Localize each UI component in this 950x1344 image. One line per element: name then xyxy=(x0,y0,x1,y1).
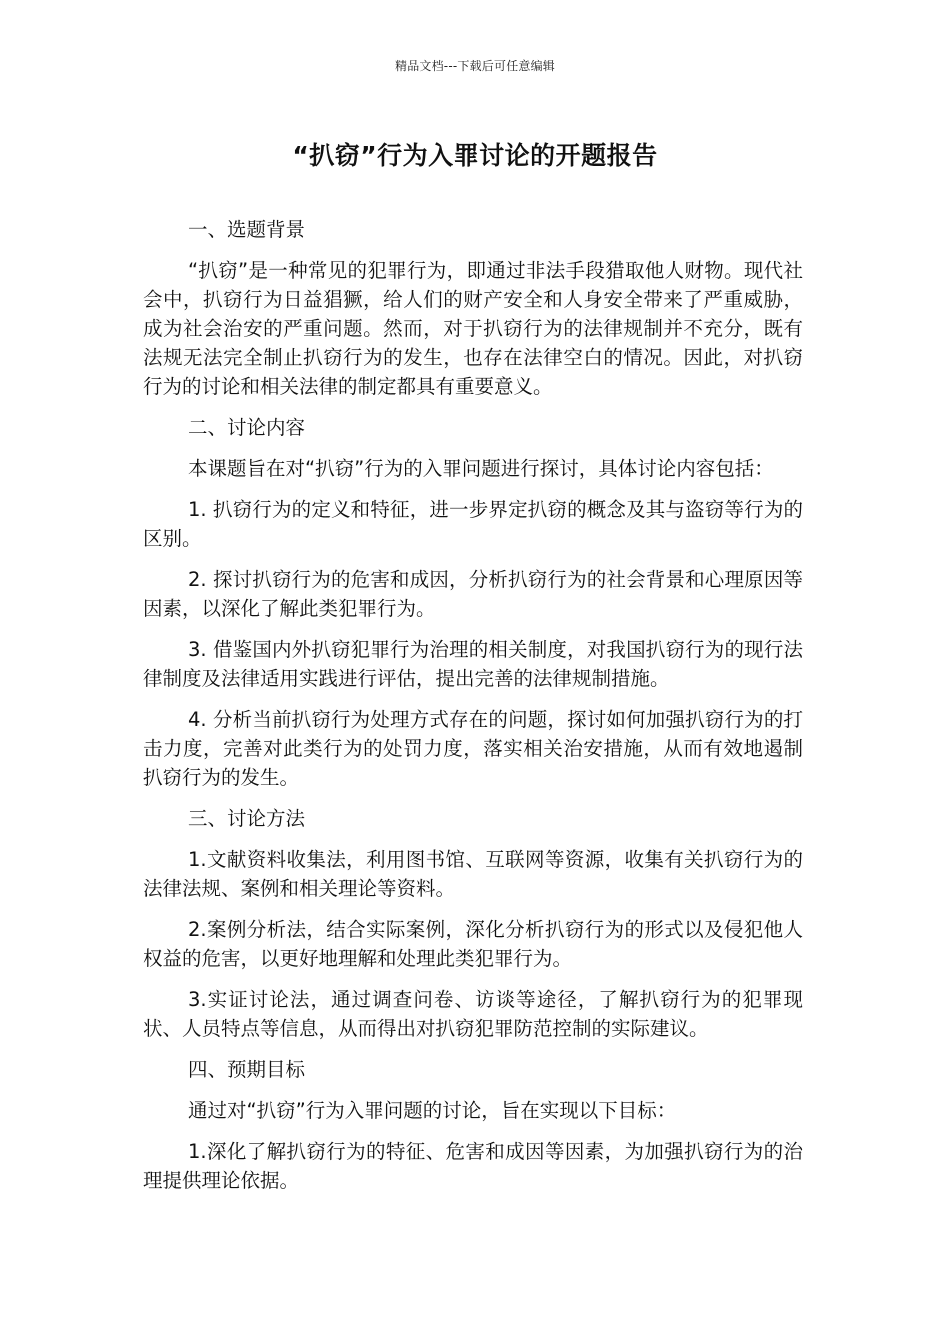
section-heading-goals: 四、预期目标 xyxy=(188,1058,306,1081)
goal-item: 1.深化了解扒窃行为的特征、危害和成因等因素，为加强扒窃行为的治理提供理论依据。 xyxy=(143,1140,803,1192)
goals-intro: 通过对“扒窃”行为入罪问题的讨论，旨在实现以下目标： xyxy=(188,1099,677,1122)
content-item: 2. 探讨扒窃行为的危害和成因，分析扒窃行为的社会背景和心理原因等因素，以深化了解此类犯罪行为。 xyxy=(143,568,803,620)
section-heading-content: 二、讨论内容 xyxy=(188,416,306,439)
content-item: 1. 扒窃行为的定义和特征，进一步界定扒窃的概念及其与盗窃等行为的区别。 xyxy=(143,498,803,550)
content-item: 4. 分析当前扒窃行为处理方式存在的问题，探讨如何加强扒窃行为的打击力度，完善对此类行为的处罚力度，落实相关治安措施，从而有效地遏制扒窃行为的发生。 xyxy=(143,708,803,789)
section-heading-methods: 三、讨论方法 xyxy=(188,807,306,830)
method-item: 3.实证讨论法，通过调查问卷、访谈等途径，了解扒窃行为的犯罪现状、人员特点等信息，从而得出对扒窃犯罪防范控制的实际建议。 xyxy=(143,988,803,1040)
content-item: 3. 借鉴国内外扒窃犯罪行为治理的相关制度，对我国扒窃行为的现行法律制度及法律适用实践进行评估，提出完善的法律规制措施。 xyxy=(143,638,803,690)
page-title: “扒窃”行为入罪讨论的开题报告 xyxy=(292,141,658,170)
method-item: 2.案例分析法，结合实际案例，深化分析扒窃行为的形式以及侵犯他人权益的危害，以更好地理解和处理此类犯罪行为。 xyxy=(143,918,803,970)
content-intro: 本课题旨在对“扒窃”行为的入罪问题进行探讨，具体讨论内容包括： xyxy=(188,457,774,480)
background-paragraph: “扒窃”是一种常见的犯罪行为，即通过非法手段猎取他人财物。现代社会中，扒窃行为日益猖獗，给人们的财产安全和人身安全带来了严重威胁，成为社会治安的严重问题。然而，对于扒窃行为的法律规制并不充分，既有法规无法完全制止扒窃行为的发生，也存在法律空白的情况。因此，对扒窃行为的讨论和相关法律的制定都具有重要意义。 xyxy=(143,259,803,398)
section-heading-background: 一、选题背景 xyxy=(188,218,306,241)
document-body xyxy=(143,215,803,1207)
header-note: 精品文档---下载后可任意编辑 xyxy=(395,59,555,73)
method-item: 1.文献资料收集法，利用图书馆、互联网等资源，收集有关扒窃行为的法律法规、案例和相关理论等资料。 xyxy=(143,848,803,900)
